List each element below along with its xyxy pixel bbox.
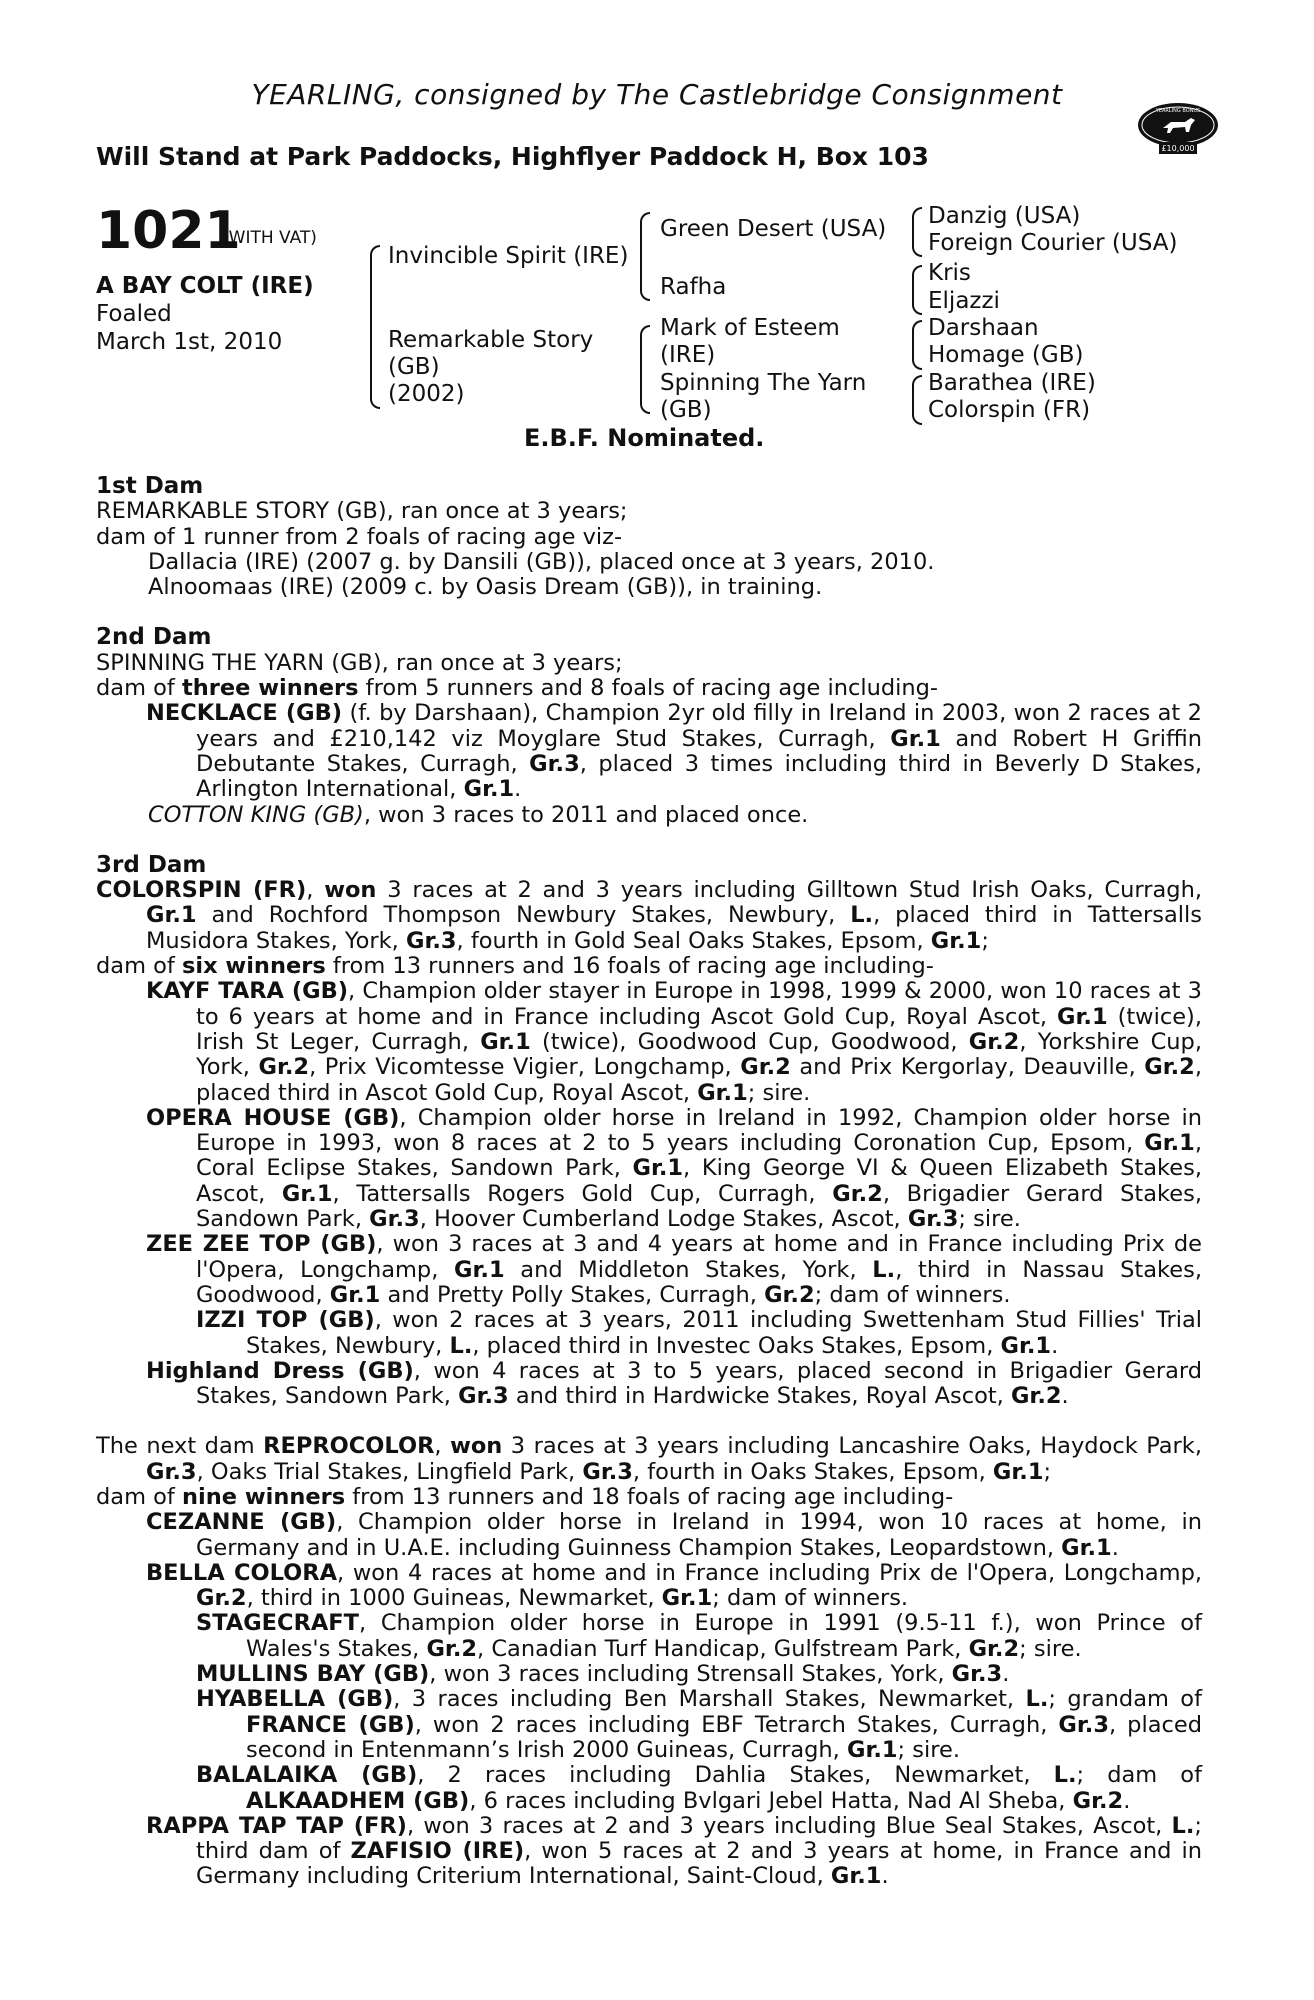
badge-top-text: YEARLING BONUS: [1155, 108, 1201, 114]
stand-location: Will Stand at Park Paddocks, Highflyer Paddock H, Box 103: [96, 142, 929, 171]
produce-necklace: NECKLACE (GB) (f. by Darshaan), Champion 2yr old filly in Ireland in 2003, won 2 races at 2 years and £210,142 viz Moyglare Stud Stakes, Curragh, Gr.1 and Robert H Griffin Debutante Stakes, Curragh, Gr.3, placed 3 times including third in Beverly D Stakes, Arlington International, Gr.1.: [146, 700, 1202, 803]
pedigree-dam-dam-name: Spinning The Yarn: [660, 370, 867, 396]
lot-details: [96, 272, 314, 356]
first-dam-line: dam of 1 runner from 2 foals of racing age viz-: [96, 523, 623, 550]
produce-opera-house: OPERA HOUSE (GB), Champion older horse in Ireland in 1992, Champion older horse in Europe in 1993, won 8 races at 2 to 5 years including Coronation Cup, Epsom, Gr.1, Coral Eclipse Stakes, Sandown Park, Gr.1, King George VI & Queen Elizabeth Stakes, Ascot, Gr.1, Tattersalls Rogers Gold Cup, Curragh, Gr.2, Brigadier Gerard Stakes, Sandown Park, Gr.3, Hoover Cumberland Lodge Stakes, Ascot, Gr.3; sire.: [146, 1104, 1203, 1233]
pedigree-dam: [388, 327, 593, 408]
second-dam-heading: 2nd Dam: [96, 624, 212, 651]
pedigree-dam-dam-country: (GB): [660, 397, 712, 423]
pedigree-sire: Invincible Spirit (IRE): [388, 243, 629, 269]
pedigree-brace-dam: [640, 325, 650, 414]
first-dam-line: REMARKABLE STORY (GB), ran once at 3 years;: [96, 498, 628, 525]
lot-number: 1021: [96, 201, 241, 261]
produce-cotton-king: COTTON KING (GB), won 3 races to 2011 and placed once.: [148, 801, 809, 828]
pedigree-brace-g2: [912, 265, 922, 315]
produce-stagecraft: STAGECRAFT, Champion older horse in Europe in 1991 (9.5-11 f.), won Prince of Wales's Stakes, Gr.2, Canadian Turf Handicap, Gulfstream Park, Gr.2; sire.: [196, 1610, 1202, 1662]
pedigree-dam-country: (GB): [388, 354, 440, 380]
horse-name: A BAY COLT (IRE): [96, 273, 314, 299]
first-dam-produce: Alnoomaas (IRE) (2009 c. by Oasis Dream (GB)), in training.: [148, 574, 823, 601]
pedigree-dam-sire-name: Mark of Esteem: [660, 315, 840, 341]
next-dam-section: [96, 1434, 1202, 1889]
foaled-label: Foaled: [96, 301, 172, 327]
pedigree-brace-main: [370, 245, 380, 409]
pedigree-ssd: Foreign Courier (USA): [928, 230, 1178, 256]
pedigree-dam-sire-country: (IRE): [660, 342, 716, 368]
first-dam-section: [96, 474, 1202, 600]
second-dam-line: dam of three winners from 5 runners and 8 foals of racing age including-: [96, 675, 939, 702]
pedigree-sss: Danzig (USA): [928, 203, 1081, 229]
pedigree-dam-sire: [660, 315, 840, 369]
catalogue-body: [96, 474, 1202, 1890]
produce-cezanne: CEZANNE (GB), Champion older horse in Ireland in 1994, won 10 races at home, in Germany and in U.A.E. including Guinness Champion Stakes, Leopardstown, Gr.1.: [146, 1509, 1202, 1561]
pedigree-dds: Barathea (IRE): [928, 370, 1096, 396]
second-dam-line: SPINNING THE YARN (GB), ran once at 3 years;: [96, 649, 623, 676]
third-dam-heading: 3rd Dam: [96, 851, 207, 878]
produce-balalaika: BALALAIKA (GB), 2 races including Dahlia Stakes, Newmarket, L.; dam of ALKAADHEM (GB), 6 races including Bvlgari Jebel Hatta, Nad Al Sheba, Gr.2.: [196, 1762, 1202, 1814]
third-dam-section: [96, 853, 1202, 1410]
badge-amount: £10,000: [1161, 144, 1195, 153]
pedigree-sdd: Eljazzi: [928, 288, 1000, 314]
first-dam-produce: Dallacia (IRE) (2007 g. by Dansili (GB)), placed once at 3 years, 2010.: [148, 548, 935, 575]
pedigree-dam-name: Remarkable Story: [388, 327, 594, 353]
first-dam-heading: 1st Dam: [96, 473, 204, 499]
ebf-nominated: E.B.F. Nominated.: [524, 424, 765, 452]
yearling-bonus-badge: [1135, 98, 1221, 156]
pedigree-dss: Darshaan: [928, 315, 1039, 341]
produce-rappa-tap-tap: RAPPA TAP TAP (FR), won 3 races at 2 and 3 years including Blue Seal Stakes, Ascot, L.; third dam of ZAFISIO (IRE), won 5 races at 2 and 3 years at home, in France and in Germany including Criterium International, Saint-Cloud, Gr.1.: [146, 1812, 1202, 1890]
produce-zee-zee-top: ZEE ZEE TOP (GB), won 3 races at 3 and 4 years at home and in France including Prix de l'Opera, Longchamp, Gr.1 and Middleton Stakes, York, L., third in Nassau Stakes, Goodwood, Gr.1 and Pretty Polly Stakes, Curragh, Gr.2; dam of winners.: [146, 1231, 1202, 1308]
pedigree-brace-g3: [912, 320, 922, 370]
pedigree-dam-year: (2002): [388, 381, 465, 407]
pedigree-dam-dam: [660, 370, 866, 424]
produce-kayf-tara: KAYF TARA (GB), Champion older stayer in Europe in 1998, 1999 & 2000, won 10 races at 3 to 6 years at home and in France including Ascot Gold Cup, Royal Ascot, Gr.1 (twice), Irish St Leger, Curragh, Gr.1 (twice), Goodwood Cup, Goodwood, Gr.2, Yorkshire Cup, York, Gr.2, Prix Vicomtesse Vigier, Longchamp, Gr.2 and Prix Kergorlay, Deauville, Gr.2, placed third in Ascot Gold Cup, Royal Ascot, Gr.1; sire.: [146, 978, 1202, 1106]
pedigree-sire-dam: Rafha: [660, 274, 727, 300]
lot-vat: (WITH VAT): [222, 228, 317, 248]
second-dam-section: [96, 625, 1202, 827]
pedigree-dsd: Homage (GB): [928, 342, 1084, 368]
third-dam-produce-summary: dam of six winners from 13 runners and 16 foals of racing age including-: [96, 953, 934, 980]
foaled-date: March 1st, 2010: [96, 329, 283, 355]
third-dam-colorspin: COLORSPIN (FR), won 3 races at 2 and 3 years including Gilltown Stud Irish Oaks, Curragh, Gr.1 and Rochford Thompson Newbury Stakes, Newbury, L., placed third in Tattersalls Musidora Stakes, York, Gr.3, fourth in Gold Seal Oaks Stakes, Epsom, Gr.1;: [96, 877, 1202, 954]
pedigree-sire-sire: Green Desert (USA): [660, 216, 887, 242]
pedigree-sds: Kris: [928, 260, 971, 286]
produce-hyabella: HYABELLA (GB), 3 races including Ben Marshall Stakes, Newmarket, L.; grandam of FRANCE (GB), won 2 races including EBF Tetrarch Stakes, Curragh, Gr.3, placed second in Entenmann’s Irish 2000 Guineas, Curragh, Gr.1; sire.: [196, 1686, 1202, 1763]
produce-izzi-top: IZZI TOP (GB), won 2 races at 3 years, 2011 including Swettenham Stud Fillies' Trial Stakes, Newbury, L., placed third in Investec Oaks Stakes, Epsom, Gr.1.: [196, 1307, 1202, 1359]
produce-highland-dress: Highland Dress (GB), won 4 races at 3 to 5 years, placed second in Brigadier Gerard Stakes, Sandown Park, Gr.3 and third in Hardwicke Stakes, Royal Ascot, Gr.2.: [146, 1357, 1202, 1410]
next-dam-produce-summary: dam of nine winners from 13 runners and 18 foals of racing age including-: [96, 1483, 954, 1510]
pedigree-brace-g4: [912, 375, 922, 425]
pedigree-brace-sire: [640, 212, 650, 301]
pedigree-brace-g1: [912, 207, 922, 257]
produce-mullins-bay: MULLINS BAY (GB), won 3 races including Strensall Stakes, York, Gr.3.: [196, 1661, 1010, 1688]
next-dam-reprocolor: The next dam REPROCOLOR, won 3 races at 3 years including Lancashire Oaks, Haydock Park, Gr.3, Oaks Trial Stakes, Lingfield Park, Gr.3, fourth in Oaks Stakes, Epsom, Gr.1;: [96, 1433, 1202, 1485]
page-header-title: YEARLING, consigned by The Castlebridge Consignment: [251, 78, 1063, 111]
pedigree-ddd: Colorspin (FR): [928, 397, 1091, 423]
produce-bella-colora: BELLA COLORA, won 4 races at home and in France including Prix de l'Opera, Longchamp, Gr.2, third in 1000 Guineas, Newmarket, Gr.1; dam of winners.: [146, 1559, 1203, 1612]
